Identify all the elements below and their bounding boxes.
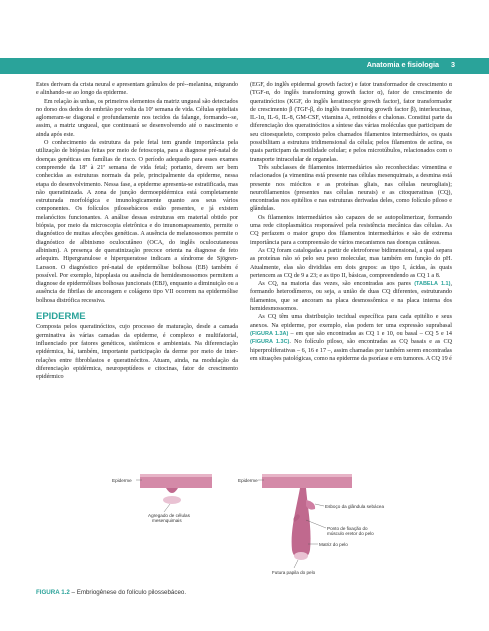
epidermis-top [262, 474, 352, 477]
dermal-papilla [294, 552, 308, 560]
label-ponto: Ponto de fixação do músculo eretor do pelo [327, 526, 374, 536]
paragraph: Composta pelos queratinócitos, cujo processo de maturação, desde a camada germinativa às várias camadas da epiderme, é complexo e multifatorial, influenciado por fatores genéticos, sistêmicos e ambientais. Na diferenciação epidérmica, há, também, importante participação da derme por meio de inter-relações entre fibroblastos e queratinócitos. Atuam, ainda, na modulação da diferenciação epidérmica, neuropeptídeos e citocinas, fator de crescimento epidérmico [36, 324, 238, 381]
paragraph: As CQ têm uma distribuição tecidual específica para cada epitélio e seus anexos. Na epiderme, por exemplo, elas podem ter uma expressão suprabasal (FIGURA 1.3A) – em que são encontradas as CQ 1 e 10, ou basal – CQ 5 e 14 (FIGURA 1.3C). No folículo piloso, são encontradas as CQ basais e as CQ hiperproliferativas – 6, 16 e 17 –, assim chamadas por também serem encontradas em situações patológicas, como na epiderme da psoríase e em tumores. A CQ 19 é [250, 314, 453, 362]
figure-reference[interactable]: (FIGURA 1.3A) [250, 330, 289, 337]
label-matriz: Matriz do pelo [319, 542, 348, 547]
figure-caption-label: FIGURA 1.2 [36, 589, 70, 596]
label-agregado: Agregado de células mesenquimais [148, 513, 190, 523]
paragraph: Os filamentos intermediários são capazes de se autopolimerizar, formando uma rede citoplasmática responsável pela resistência mecânica das células. As CQ perfazem o maior grupo dos filamentos intermediários e são de extrema importância para a compreensão de vários mecanismos nas doenças cutâneas. [250, 214, 452, 246]
mesenchymal-aggregate [163, 496, 181, 504]
label-epiderme-right: Epiderme [238, 478, 258, 483]
paragraph: (EGF, do inglês epidermal growth factor) e fator transformador de crescimento α (TGF-α, do inglês transforming growth factor α), fator de crescimento de queratinócitos (KGF, do inglês keratinocyte growth factor), fator transformador de crescimento β (TGF-β, do inglês transforming growth factor β), interleucinas, IL-1α, IL-6, IL-8, GM-CSF, vitamina A, retinoides e chalonas. Constitui parte da diferenciação dos queratinócitos a síntese das várias moléculas que participam de seu citoesqueleto, composto pelos chamados filamentos intermediários, os quais possibilitam a estrutura tridimensional da célula; pelos filamentos de actina, os quais participam da motilidade celular; e pelos microtúbulos, relacionados com o transporte intracelular de organelas. [250, 82, 452, 163]
paragraph: Em relação às unhas, os primeiros elementos da matriz ungueal são detectados no dorso dos dedos do embrião por volta da 10ª semana de vida. Células epiteliais aglomeram-se diagonal e profundamente nos tecidos da falange, formando--se, assim, a matriz ungueal, que continuará se desenvolvendo até o nascimento e ainda após este. [36, 98, 238, 138]
paragraph: O conhecimento da estrutura da pele fetal tem grande importância pela utilização de biópsias feitas por meio de fetoscopia, para a diagnose pré-natal de doenças genéticas em famílias de risco. O período adequado para esses exames compreende da 18ª à 21ª semana de vida fetal; portanto, devem ser bem conhecidas as estruturas normais da pele, principalmente da epiderme, nessa etapa do desenvolvimento. Nessa fase, a epiderme apresenta-se estratificada, mas não queratinizada. A zona de junção dermoepidérmica está completamente estruturada morfológica e imunologicamente quanto aos seus vários componentes. Os folículos pilossebáceos estão presentes, e já existem melanócitos funcionantes. A análise dessas estruturas em material obtido por biópsia, por meio da microscopia eletrônica e do imunomapeamento, permite o diagnóstico de muitas afecções genéticas. A ausência de melanossomos permite o diagnóstico de albinismo oculocutâneo (OCA, do inglês oculocutaneous albinism). A presença de queratinização precoce orienta na diagnose de feto arlequim. Hipergranulose e hiperqueratose indicam a síndrome de Sjögren-Larsson. O diagnóstico pré-natal de epidermólise bolhosa (EB) também é possível. Por exemplo, hipoplasia ou ausência de hemidesmossomos permitem a diagnose de epidermólises bolhosas juncionais (EBJ), enquanto a diminuição ou a ausência de fibrilas de ancoragem e colágeno tipo VII ocorrem na epidermólise bolhosa distrófica recessiva. [36, 140, 238, 304]
paragraph: As CQ foram catalogadas a partir de eletroforese bidimensional, a qual separa as proteínas não só pelo seu peso molecular, mas também em função do pH. Atualmente, elas são divididas em dois grupos: as tipo I, ácidas, às quais pertencem as CQ de 9 a 23; e as tipo II, básicas, compreendendo as CQ 1 a 8. [250, 247, 452, 279]
section-heading: EPIDERME [36, 311, 86, 323]
epidermal-bud [166, 488, 178, 493]
running-head-title: Anatomia e fisiologia [366, 60, 439, 69]
figure-caption [36, 589, 186, 596]
paragraph: Estes derivam da crista neural e apresentam grânulos de pré--melanina, migrando e alinhando-se ao longo da epiderme. [36, 82, 238, 97]
figure-caption-text: – Embriogênese do folículo pilossebáceo. [69, 589, 187, 596]
paragraph: As CQ, na maioria das vezes, são encontradas aos pares (TABELA 1.1), formando heterodímeros, ou seja, a união de duas CQ diferentes, estruturando filamentos, que se ancoram na placa desmossômica e na placa interna dos hemidesmossomos. [250, 281, 452, 313]
paragraph: Três subclasses de filamentos intermediários são reconhecidas: vimentina e relacionados (a vimentina está presente nas células mesenquimais, a desmina está presente nos miócitos e as proteínas gliais, nas células neurogliais); neurofilamentos (presentes nas células neurais) e as citoqueratinas (CQ), encontradas nos epitélios e nas estruturas derivadas deles, como folículo piloso e glândulas. [250, 164, 452, 213]
label-futura: Futura papila do pelo [272, 570, 316, 575]
right-column [250, 81, 452, 363]
figure-panel-right [238, 474, 384, 575]
label-epiderme-left: Epiderme [112, 478, 132, 483]
figure-reference[interactable]: (FIGURA 1.3C) [250, 339, 290, 346]
epidermis-top [140, 474, 212, 477]
follicle-column [292, 488, 311, 559]
page-number: 3 [451, 60, 455, 69]
label-esboco: Esboço da glândula sebácea [325, 504, 384, 509]
header-bar [0, 58, 489, 74]
table-reference[interactable]: (TABELA 1.1) [414, 281, 451, 288]
hair-follicle-embryogenesis-figure [112, 470, 412, 580]
figure-panel-left [112, 474, 212, 523]
left-column [36, 81, 238, 381]
